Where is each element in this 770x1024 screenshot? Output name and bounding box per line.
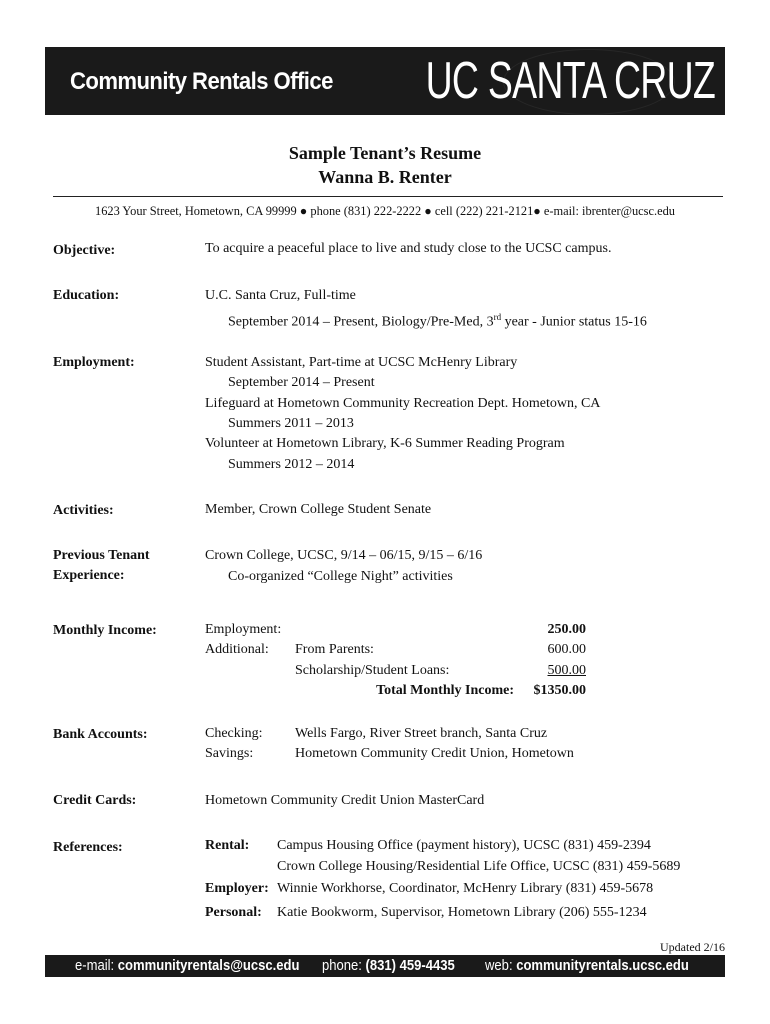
income-scholarship-label: Scholarship/Student Loans: (295, 663, 450, 678)
personal-text: Katie Bookworm, Supervisor, Hometown Library (206) 555-1234 (277, 905, 647, 920)
employer-text: Winnie Workhorse, Coordinator, McHenry Library (831) 459-5678 (277, 881, 654, 896)
income-employment-label: Employment: (205, 622, 282, 637)
previous-tenant-line2: Co-organized “College Night” activities (228, 569, 453, 584)
footer-phone: phone: (831) 459-4435 (322, 958, 455, 974)
objective-text: To acquire a peaceful place to live and study close to the UCSC campus. (205, 241, 612, 256)
rental-line2: Crown College Housing/Residential Life Office, UCSC (831) 459-5689 (277, 859, 681, 874)
employment-line: Summers 2011 – 2013 (228, 416, 354, 431)
updated-date: Updated 2/16 (660, 940, 725, 954)
income-total-label: Total Monthly Income: (376, 683, 514, 698)
employment-label: Employment: (53, 355, 135, 370)
income-total-value: $1350.00 (533, 683, 586, 698)
bank-accounts-label: Bank Accounts: (53, 727, 148, 742)
employment-line: September 2014 – Present (228, 375, 375, 390)
credit-cards-text: Hometown Community Credit Union MasterCard (205, 793, 485, 808)
credit-cards-label: Credit Cards: (53, 793, 137, 808)
income-employment-value: 250.00 (547, 622, 586, 637)
previous-tenant-label-2: Experience: (53, 568, 125, 583)
checking-value: Wells Fargo, River Street branch, Santa Cruz (295, 726, 548, 741)
savings-value: Hometown Community Credit Union, Hometown (295, 746, 574, 761)
office-title: Community Rentals Office (70, 68, 333, 95)
income-parents-label: From Parents: (295, 642, 374, 657)
document-title: Sample Tenant’s Resume (288, 143, 482, 163)
education-line2: September 2014 – Present, Biology/Pre-Med, 3rd year - Junior status 15-16 (228, 312, 647, 330)
footer-web: web: communityrentals.ucsc.edu (485, 958, 689, 974)
activities-label: Activities: (53, 503, 114, 518)
references-label: References: (53, 840, 123, 855)
header-banner (45, 47, 725, 115)
income-additional-label: Additional: (205, 642, 269, 657)
education-line1: U.C. Santa Cruz, Full-time (205, 288, 356, 303)
rental-line1: Campus Housing Office (payment history), UCSC (831) 459-2394 (277, 838, 651, 853)
employer-label: Employer: (205, 881, 269, 896)
previous-tenant-label: Previous Tenant (53, 548, 150, 563)
tenant-name: Wanna B. Renter (318, 167, 452, 187)
employment-line: Summers 2012 – 2014 (228, 457, 355, 472)
checking-label: Checking: (205, 726, 263, 741)
footer-email: e-mail: communityrentals@ucsc.edu (75, 958, 300, 974)
objective-label: Objective: (53, 243, 116, 258)
monthly-income-label: Monthly Income: (53, 623, 157, 638)
income-parents-value: 600.00 (547, 642, 586, 657)
employment-line: Volunteer at Hometown Library, K-6 Summer Reading Program (205, 436, 565, 451)
rental-label: Rental: (205, 838, 250, 853)
income-scholarship-value: 500.00 (547, 663, 586, 678)
employment-line: Student Assistant, Part-time at UCSC McHenry Library (205, 355, 518, 370)
personal-label: Personal: (205, 905, 262, 920)
previous-tenant-line1: Crown College, UCSC, 9/14 – 06/15, 9/15 – 6/16 (205, 548, 483, 563)
divider (53, 196, 723, 197)
ucsc-logo: UC SANTA CRUZ (425, 52, 715, 110)
footer-banner (45, 955, 725, 977)
employment-line: Lifeguard at Hometown Community Recreation Dept. Hometown, CA (205, 396, 601, 411)
contact-line: 1623 Your Street, Hometown, CA 99999 ● phone (831) 222-2222 ● cell (222) 221-2121● e-mail: ibrenter@ucsc.edu (95, 204, 675, 218)
activities-text: Member, Crown College Student Senate (205, 502, 432, 517)
education-label: Education: (53, 288, 120, 303)
savings-label: Savings: (205, 746, 254, 761)
